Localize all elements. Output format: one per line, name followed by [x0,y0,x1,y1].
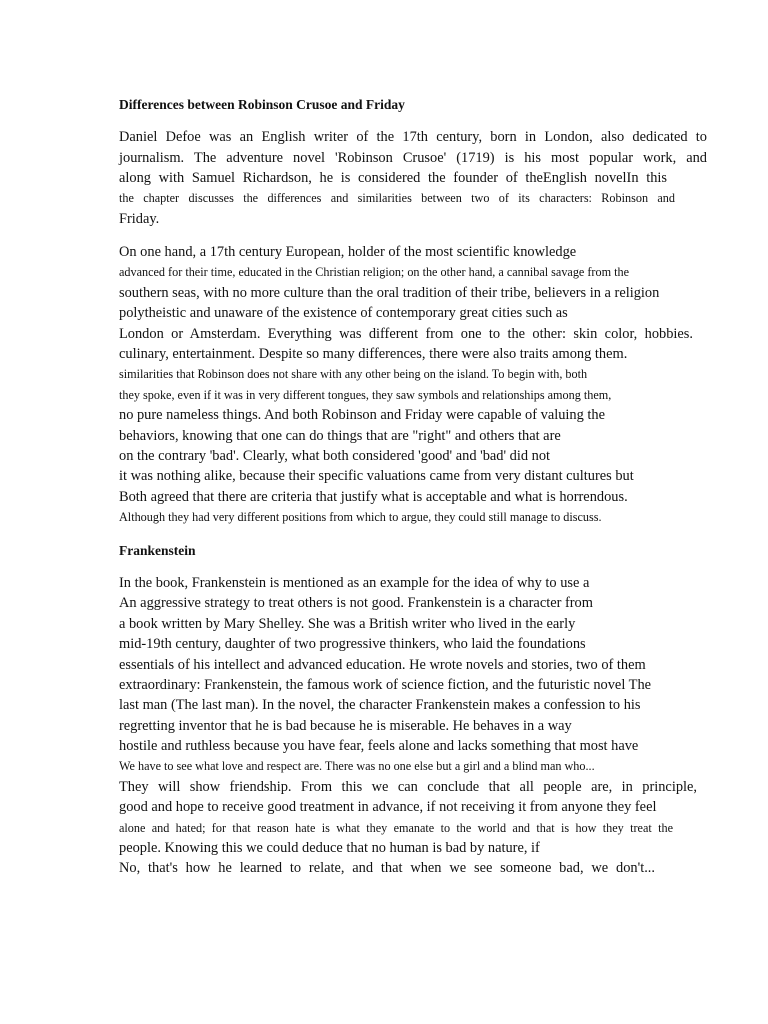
text-line: they spoke, even if it was in very different tongues, they saw symbols and relationships among them, [119,388,612,402]
text-line: advanced for their time, educated in the Christian religion; on the other hand, a cannibal savage from the [119,265,630,279]
text-line: southern seas, with no more culture than the oral tradition of their tribe, believers in a religion [119,285,660,301]
text-line: behaviors, knowing that one can do things that are "right" and others that are [119,428,561,444]
text-line: the chapter discusses the differences and similarities between two of its characters: Robinson and [119,191,675,205]
text-line: No, that's how he learned to relate, and that when we see someone bad, we don't... [119,860,655,876]
text-line: last man (The last man). In the novel, the character Frankenstein makes a confession to his [119,697,641,713]
text-line: We have to see what love and respect are. There was no one else but a girl and a blind man who... [119,759,595,773]
section-title-robinson-friday: Differences between Robinson Crusoe and Friday [119,97,405,112]
text-line: good and hope to receive good treatment in advance, if not receiving it from anyone they feel [119,799,657,815]
text-line: a book written by Mary Shelley. She was a British writer who lived in the early [119,616,576,632]
text-line: They will show friendship. From this we can conclude that all people are, in principle, [119,779,697,795]
text-line: journalism. The adventure novel 'Robinson Crusoe' (1719) is his most popular work, and [119,150,707,166]
text-line: it was nothing alike, because their specific valuations came from very distant cultures but [119,468,634,484]
text-line: culinary, entertainment. Despite so many differences, there were also traits among them. [119,346,628,362]
text-line: essentials of his intellect and advanced education. He wrote novels and stories, two of them [119,657,646,673]
text-line: An aggressive strategy to treat others is not good. Frankenstein is a character from [119,595,593,611]
text-line: Daniel Defoe was an English writer of the 17th century, born in London, also dedicated to [119,129,707,145]
text-line: London or Amsterdam. Everything was different from one to the other: skin color, hobbies. [119,326,693,342]
text-line: on the contrary 'bad'. Clearly, what both considered 'good' and 'bad' did not [119,448,551,464]
text-line: Friday. [119,211,160,227]
text-line: In the book, Frankenstein is mentioned as an example for the idea of why to use a [119,575,590,591]
text-line: hostile and ruthless because you have fear, feels alone and lacks something that most have [119,738,639,754]
text-line: extraordinary: Frankenstein, the famous work of science fiction, and the futuristic novel The [119,677,652,693]
text-line: mid-19th century, daughter of two progressive thinkers, who laid the foundations [119,636,586,652]
text-line: no pure nameless things. And both Robinson and Friday were capable of valuing the [119,407,605,423]
section-title-frankenstein: Frankenstein [119,543,196,558]
text-line: Both agreed that there are criteria that justify what is acceptable and what is horrendous. [119,489,628,505]
text-line: On one hand, a 17th century European, holder of the most scientific knowledge [119,244,577,260]
text-line: along with Samuel Richardson, he is considered the founder of theEnglish novelIn this [119,170,667,186]
text-line: alone and hated; for that reason hate is what they emanate to the world and that is how they treat the [119,821,673,835]
text-line: Although they had very different positions from which to argue, they could still manage to discuss. [119,510,602,524]
text-line: similarities that Robinson does not share with any other being on the island. To begin with, both [119,367,588,381]
text-line: polytheistic and unaware of the existence of contemporary great cities such as [119,305,568,321]
text-line: regretting inventor that he is bad because he is miserable. He behaves in a way [119,718,572,734]
text-line: people. Knowing this we could deduce that no human is bad by nature, if [119,840,540,856]
